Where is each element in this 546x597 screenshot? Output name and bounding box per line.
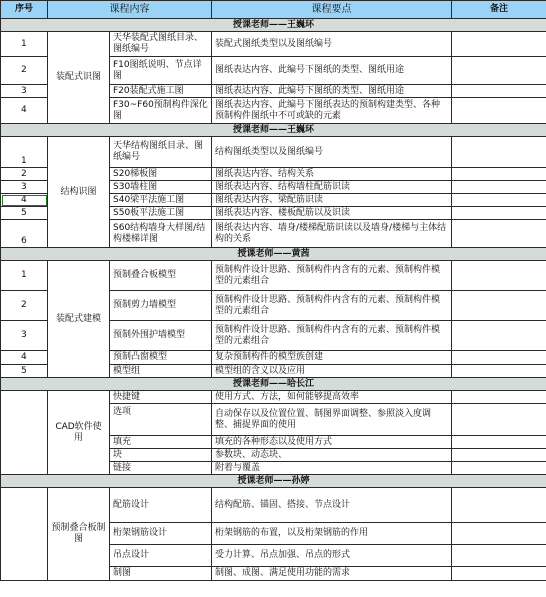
topic-cell[interactable]: F30~F60预制构件深化图 — [110, 98, 212, 124]
note-cell[interactable] — [452, 391, 546, 404]
topic-cell[interactable]: 天华装配式图纸目录、图纸编号 — [110, 32, 212, 57]
row-num[interactable]: 5 — [1, 365, 48, 378]
point-cell[interactable]: 受力计算、吊点加强、吊点的形式 — [212, 545, 452, 567]
row-num[interactable]: 6 — [1, 220, 48, 248]
note-cell[interactable] — [452, 365, 546, 378]
point-cell[interactable]: 参数块、动态块、 — [212, 449, 452, 462]
topic-cell[interactable]: F10图纸说明、节点详图 — [110, 57, 212, 85]
note-cell[interactable] — [452, 436, 546, 449]
note-cell[interactable] — [452, 321, 546, 351]
row-num[interactable]: 3 — [1, 321, 48, 351]
row-num[interactable] — [1, 391, 48, 475]
note-cell[interactable] — [452, 351, 546, 365]
topic-cell[interactable]: 预制凸窗模型 — [110, 351, 212, 365]
note-cell[interactable] — [452, 220, 546, 248]
teacher-row[interactable]: 授课老师——黄茜 — [1, 248, 546, 261]
note-cell[interactable] — [452, 181, 546, 194]
note-cell[interactable] — [452, 291, 546, 321]
note-cell[interactable] — [452, 462, 546, 475]
header-notes[interactable]: 备注 — [452, 1, 546, 19]
point-cell[interactable]: 装配式图纸类型以及图纸编号 — [212, 32, 452, 57]
note-cell[interactable] — [452, 57, 546, 85]
point-cell[interactable]: 图纸表达内容、结构墙柱配筋识读 — [212, 181, 452, 194]
topic-cell[interactable]: 预制剪力墙模型 — [110, 291, 212, 321]
section-0 — [1, 19, 546, 124]
note-cell[interactable] — [452, 98, 546, 124]
point-cell[interactable]: 结构配筋、锚固、搭接、节点设计 — [212, 488, 452, 523]
topic-cell[interactable]: 块 — [110, 449, 212, 462]
note-cell[interactable] — [452, 32, 546, 57]
note-cell[interactable] — [452, 168, 546, 181]
point-cell[interactable]: 附着与覆盖 — [212, 462, 452, 475]
point-cell[interactable]: 图纸表达内容、梁配筋识读 — [212, 194, 452, 207]
row-num[interactable]: 2 — [1, 57, 48, 85]
point-cell[interactable]: 复杂预制构件的模型族创建 — [212, 351, 452, 365]
header-course[interactable]: 课程内容 — [48, 1, 212, 19]
note-cell[interactable] — [452, 449, 546, 462]
point-cell[interactable]: 制图、成图、满足使用功能的需求 — [212, 567, 452, 581]
teacher-row[interactable]: 授课老师——孙婷 — [1, 475, 546, 488]
note-cell[interactable] — [452, 404, 546, 436]
note-cell[interactable] — [452, 207, 546, 220]
module-cell[interactable]: 预制叠合板制图 — [48, 488, 110, 581]
row-num[interactable]: 2 — [1, 291, 48, 321]
row-num-selected[interactable]: 4 — [1, 194, 48, 207]
topic-cell[interactable]: 天华结构图纸目录、图纸编号 — [110, 137, 212, 168]
row-num[interactable]: 4 — [1, 351, 48, 365]
point-cell[interactable]: 图纸表达内容、此编号下图纸的类型、图纸用途 — [212, 85, 452, 98]
header-points[interactable]: 课程要点 — [212, 1, 452, 19]
module-cell[interactable]: 装配式识图 — [48, 32, 110, 124]
point-cell[interactable]: 预制构件设计思路、预制构件内含有的元素、预制构件模型的元素组合 — [212, 291, 452, 321]
section-1 — [1, 124, 546, 248]
point-cell[interactable]: 自动保存以及位置位置、制图界面调整、参照淡入度调整、捕捉界面的使用 — [212, 404, 452, 436]
topic-cell[interactable]: 模型组 — [110, 365, 212, 378]
header-num[interactable]: 序号 — [1, 1, 48, 19]
topic-cell[interactable]: 选项 — [110, 404, 212, 436]
point-cell[interactable]: 桁架钢筋的布置，以及桁架钢筋的作用 — [212, 523, 452, 545]
row-num[interactable]: 3 — [1, 181, 48, 194]
point-cell[interactable]: 图纸表达内容、楼板配筋以及识读 — [212, 207, 452, 220]
row-num[interactable]: 2 — [1, 168, 48, 181]
row-num[interactable] — [1, 488, 48, 581]
row-num[interactable]: 1 — [1, 32, 48, 57]
topic-cell[interactable]: 吊点设计 — [110, 545, 212, 567]
point-cell[interactable]: 图纸表达内容、墙身/楼梯配筋识读以及墙身/楼梯与主体结构的关系 — [212, 220, 452, 248]
row-num[interactable]: 1 — [1, 137, 48, 168]
note-cell[interactable] — [452, 567, 546, 581]
point-cell[interactable]: 预制构件设计思路、预制构件内含有的元素、预制构件模型的元素组合 — [212, 261, 452, 291]
row-num[interactable]: 5 — [1, 207, 48, 220]
row-num[interactable]: 1 — [1, 261, 48, 291]
note-cell[interactable] — [452, 137, 546, 168]
topic-cell[interactable]: 快捷键 — [110, 391, 212, 404]
topic-cell[interactable]: S30墙柱图 — [110, 181, 212, 194]
point-cell[interactable]: 填充的各种形态以及使用方式 — [212, 436, 452, 449]
module-cell[interactable]: 结构识图 — [48, 137, 110, 248]
section-4 — [1, 475, 546, 581]
point-cell[interactable]: 图纸表达内容、此编号下图纸表达的预制构建类型、各种预制构件图纸中不可或缺的元素 — [212, 98, 452, 124]
topic-cell[interactable]: 预制叠合板模型 — [110, 261, 212, 291]
point-cell[interactable]: 结构图纸类型以及图纸编号 — [212, 137, 452, 168]
point-cell[interactable]: 图纸表达内容、此编号下图纸的类型、图纸用途 — [212, 57, 452, 85]
header-row — [1, 1, 546, 19]
topic-cell[interactable]: S20梯板图 — [110, 168, 212, 181]
topic-cell[interactable]: F20装配式施工图 — [110, 85, 212, 98]
section-3 — [1, 378, 546, 475]
topic-cell[interactable]: 填充 — [110, 436, 212, 449]
note-cell[interactable] — [452, 261, 546, 291]
teacher-row[interactable]: 授课老师——哈长江 — [1, 378, 546, 391]
note-cell[interactable] — [452, 488, 546, 523]
module-cell[interactable]: CAD软件使用 — [48, 391, 110, 475]
note-cell[interactable] — [452, 545, 546, 567]
topic-cell[interactable]: 桁架钢筋设计 — [110, 523, 212, 545]
point-cell[interactable]: 图纸表达内容、结构关系 — [212, 168, 452, 181]
topic-cell[interactable]: 制图 — [110, 567, 212, 581]
point-cell[interactable]: 预制构件设计思路、预制构件内含有的元素、预制构件模型的元素组合 — [212, 321, 452, 351]
teacher-row[interactable]: 授课老师——王巍环 — [1, 124, 546, 137]
point-cell[interactable]: 模型组的含义以及应用 — [212, 365, 452, 378]
row-num[interactable]: 3 — [1, 85, 48, 98]
topic-cell[interactable]: S40梁平法施工图 — [110, 194, 212, 207]
topic-cell[interactable]: S60结构墙身大样图/结构楼梯详图 — [110, 220, 212, 248]
topic-cell[interactable]: 链接 — [110, 462, 212, 475]
note-cell[interactable] — [452, 85, 546, 98]
topic-cell[interactable]: 预制外围护墙模型 — [110, 321, 212, 351]
teacher-row[interactable]: 授课老师——王巍环 — [1, 19, 546, 32]
note-cell[interactable] — [452, 523, 546, 545]
note-cell[interactable] — [452, 194, 546, 207]
topic-cell[interactable]: 配筋设计 — [110, 488, 212, 523]
section-2 — [1, 248, 546, 378]
row-num[interactable]: 4 — [1, 98, 48, 124]
topic-cell[interactable]: S50板平法施工图 — [110, 207, 212, 220]
point-cell[interactable]: 使用方式、方法，如何能够提高效率 — [212, 391, 452, 404]
module-cell[interactable]: 装配式建模 — [48, 261, 110, 378]
